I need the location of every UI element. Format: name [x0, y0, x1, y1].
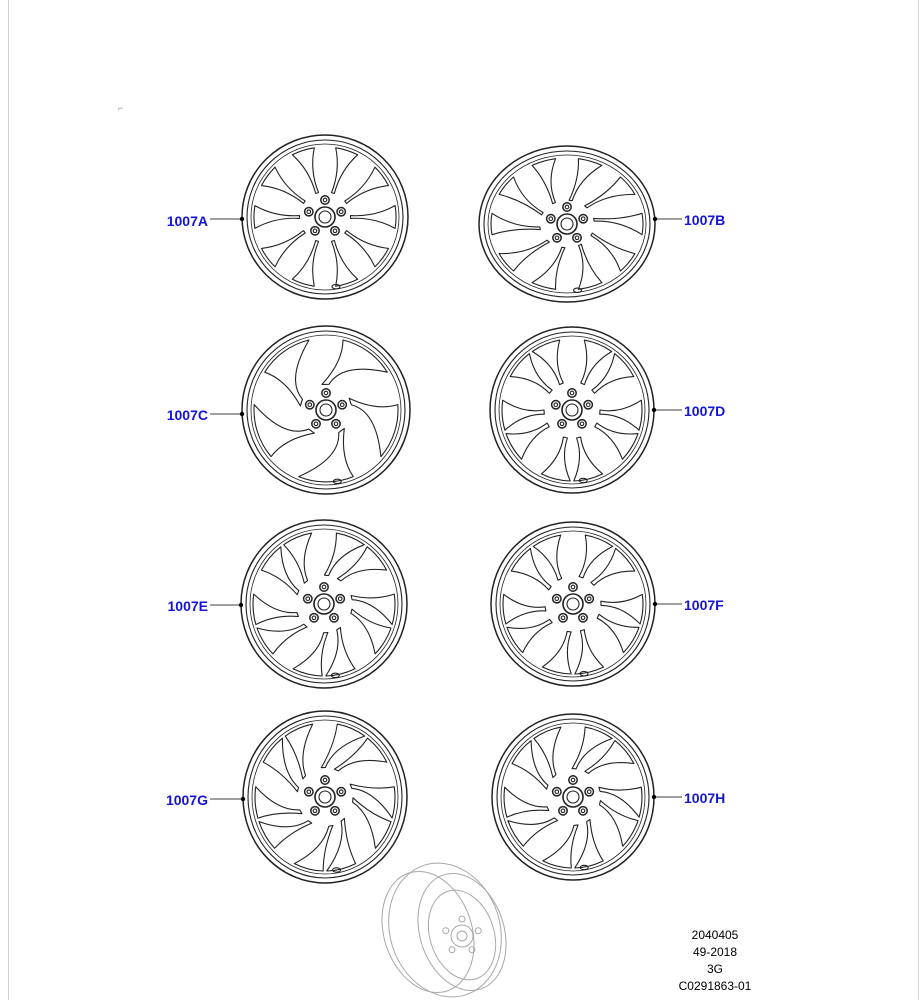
callout-1007D[interactable]: 1007D — [684, 403, 726, 419]
wheel-1007F — [491, 522, 655, 686]
spare-wheel — [367, 848, 520, 1000]
wheel-1007H — [492, 714, 654, 880]
leader-dot — [240, 412, 244, 416]
wheel-1007A — [242, 135, 408, 299]
footer-ref-2: 49-2018 — [692, 945, 738, 959]
callout-1007B[interactable]: 1007B — [684, 212, 726, 228]
leader-dot — [653, 217, 657, 221]
callout-1007A[interactable]: 1007A — [166, 213, 208, 229]
leader-dot — [239, 603, 243, 607]
callout-1007F[interactable]: 1007F — [684, 597, 724, 613]
wheel-1007B — [479, 146, 655, 302]
callout-1007E[interactable]: 1007E — [167, 598, 208, 614]
wheel-1007E — [241, 520, 407, 688]
footer-ref-1: 2040405 — [691, 928, 739, 942]
footer-ref-3: 3G — [706, 962, 723, 976]
leader-dot — [652, 795, 656, 799]
footer-ref-4: C0291863-01 — [678, 979, 752, 993]
callout-1007C[interactable]: 1007C — [166, 407, 208, 423]
leader-dot — [241, 797, 245, 801]
callout-1007G[interactable]: 1007G — [165, 792, 208, 808]
corner-mark: ⌐ — [118, 103, 124, 113]
leader-dot — [652, 408, 656, 412]
wheel-1007G — [243, 711, 407, 883]
wheel-1007D — [490, 327, 654, 493]
wheel-1007C — [242, 326, 410, 494]
leader-dot — [240, 217, 244, 221]
leader-dot — [653, 602, 657, 606]
callout-1007H[interactable]: 1007H — [684, 790, 726, 806]
